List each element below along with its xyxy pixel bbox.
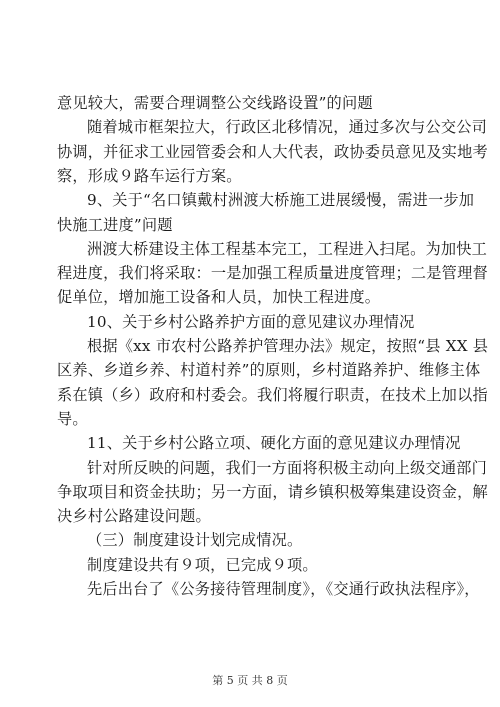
text-line: 决乡村公路建设问题。 xyxy=(57,507,211,526)
text-line: 根据《xx 市农村公路养护管理办法》规定，按照“县 XX 县 xyxy=(87,337,489,355)
subsection-heading: （三）制度建设计划完成情况。 xyxy=(87,531,303,550)
text-line: 促单位，增加施工设备和人员，加快工程进度。 xyxy=(57,288,381,307)
page-footer: 第 5 页 共 8 页 xyxy=(212,674,288,687)
text-line: 针对所反映的问题，我们一方面将积极主动向上级交通部门 xyxy=(87,458,488,477)
text-line: 导。 xyxy=(57,409,88,428)
section-heading-9: 9、关于“名口镇戴村洲渡大桥施工进展缓慢，需进一步加 xyxy=(87,191,475,210)
text-line: 洲渡大桥建设主体工程基本完工，工程进入扫尾。为加快工 xyxy=(87,239,488,258)
text-line: 先后出台了《公务接待管理制度》，《交通行政执法程序》， xyxy=(87,580,480,598)
text-line: 程进度，我们将采取：一是加强工程质量进度管理；二是管理督 xyxy=(57,264,488,283)
text-line: 制度建设共有９项，已完成９项。 xyxy=(87,555,318,574)
text-line: 区养、乡道乡养、村道村养”的原则，乡村道路养护、维修主体 xyxy=(57,361,481,380)
text-line: 协调，并征求工业园管委会和人大代表，政协委员意见及实地考 xyxy=(57,142,488,161)
text-line: 意见较大，需要合理调整公交线路设置”的问题 xyxy=(57,94,373,112)
section-heading-11: 11、关于乡村公路立项、硬化方面的意见建议办理情况 xyxy=(87,434,461,453)
section-heading-10: 10、关于乡村公路养护方面的意见建议办理情况 xyxy=(87,312,415,331)
text-line: 系在镇（乡）政府和村委会。我们将履行职责，在技术上加以指 xyxy=(57,385,488,404)
text-line: 争取项目和资金扶助；另一方面，请乡镇积极筹集建设资金，解 xyxy=(57,482,488,501)
text-line: 快施工进度”问题 xyxy=(57,215,173,234)
text-line: 察，形成９路车运行方案。 xyxy=(57,166,242,185)
text-line: 随着城市框架拉大，行政区北移情况，通过多次与公交公司 xyxy=(87,118,488,137)
